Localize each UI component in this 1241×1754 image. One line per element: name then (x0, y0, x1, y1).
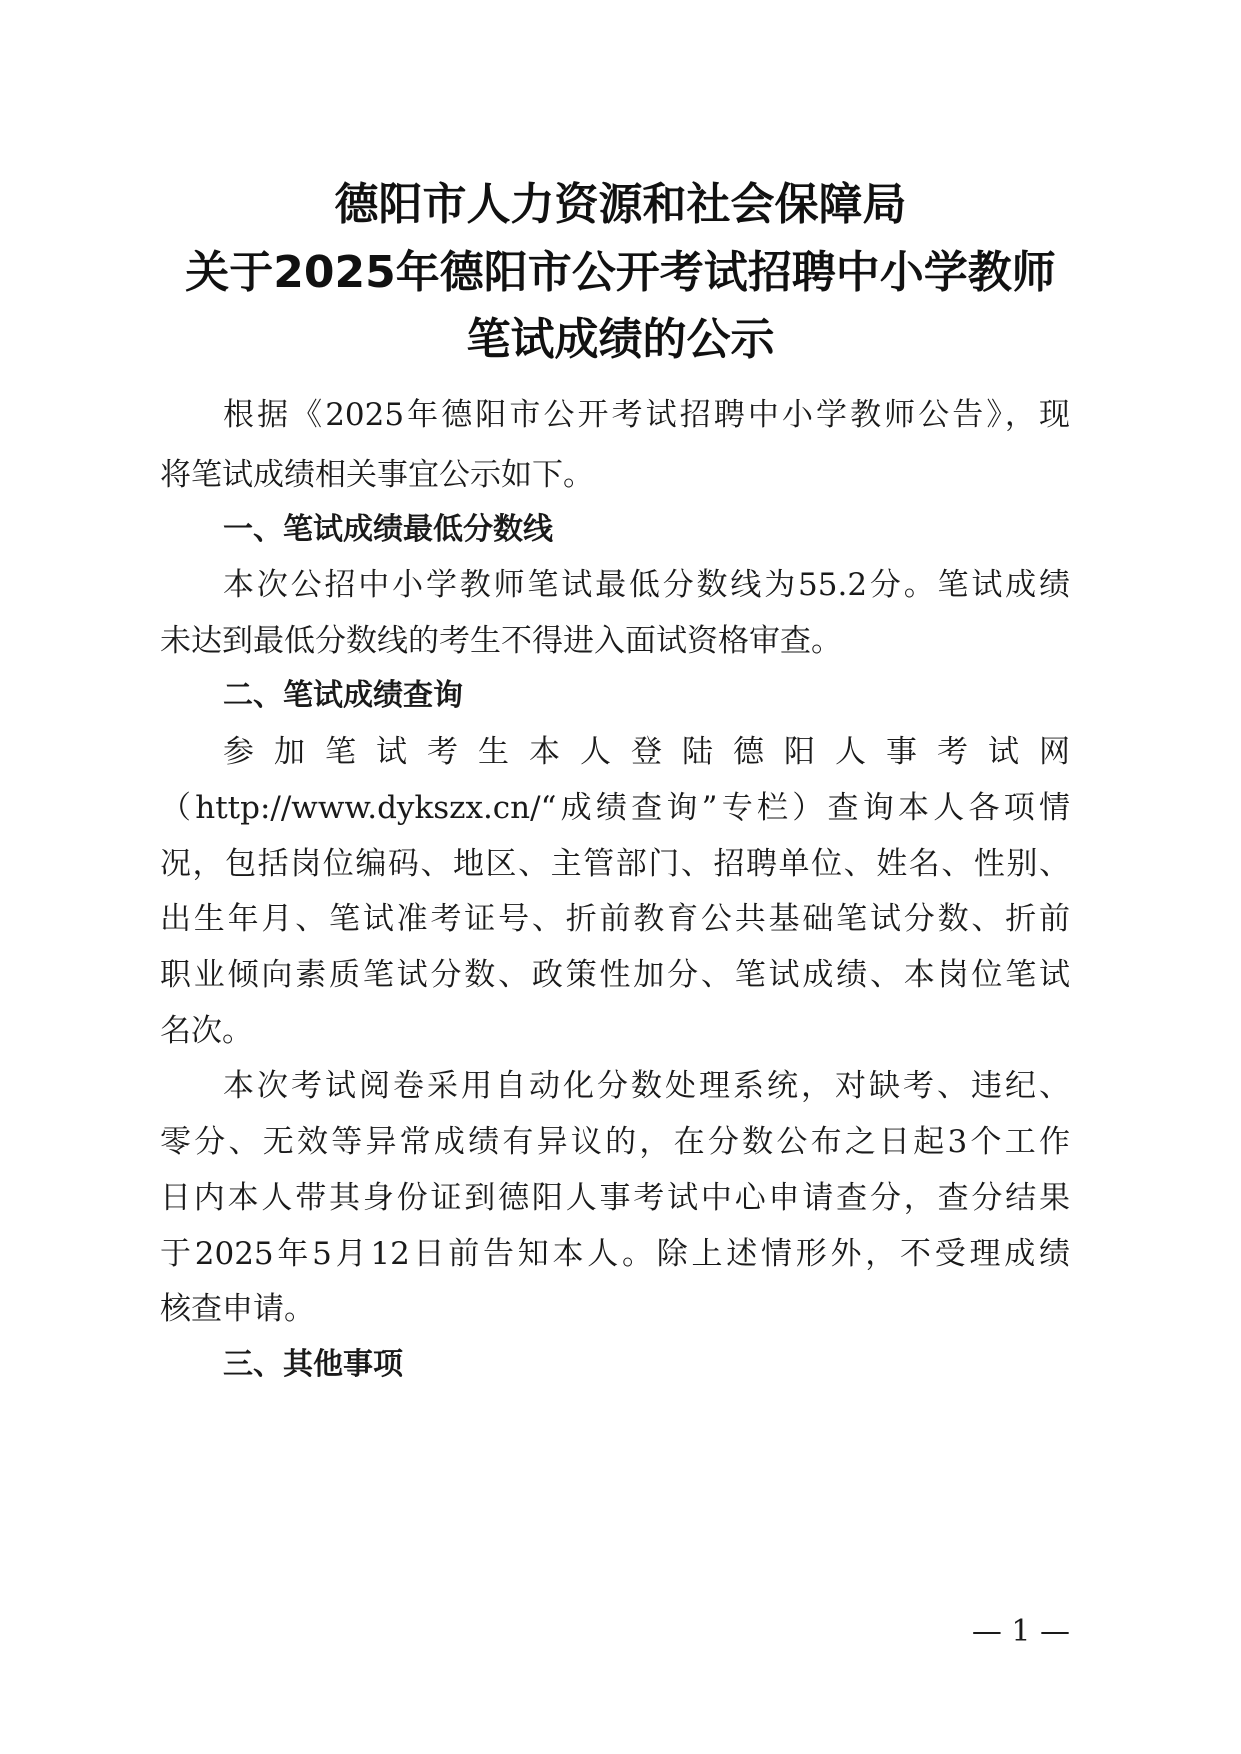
section-2-heading: 二、笔试成绩查询 (223, 678, 463, 713)
section-2-para-1-line-2: （http://www.dykszx.cn/“成绩查询”专栏）查询本人各项情 (160, 790, 1070, 826)
section-2-para-1-line-5: 职业倾向素质笔试分数、政策性加分、笔试成绩、本岗位笔试 (160, 957, 1070, 993)
section-2-para-1-line-6: 名次。 (160, 1013, 253, 1049)
section-3-heading: 三、其他事项 (223, 1347, 403, 1382)
section-2-para-2-line-4: 于2025年5月12日前告知本人。除上述情形外，不受理成绩 (160, 1236, 1070, 1272)
page-number: — 1 — (971, 1614, 1070, 1649)
section-2-para-2-line-1: 本次考试阅卷采用自动化分数处理系统，对缺考、违纪、 (223, 1068, 1070, 1104)
title-line-2: 关于2025年德阳市公开考试招聘中小学教师 (185, 247, 1056, 298)
section-1-heading: 一、笔试成绩最低分数线 (223, 512, 553, 547)
section-2-para-2-line-3: 日内本人带其身份证到德阳人事考试中心申请查分，查分结果 (160, 1180, 1070, 1216)
section-2-para-1-line-1: 参加笔试考生本人登陆德阳人事考试网 (223, 734, 1070, 770)
intro-line-2: 将笔试成绩相关事宜公示如下。 (160, 457, 594, 493)
section-2-para-2-line-2: 零分、无效等异常成绩有异议的，在分数公布之日起3个工作 (160, 1124, 1070, 1160)
title-line-3: 笔试成绩的公示 (466, 314, 775, 365)
title-line-1: 德阳市人力资源和社会保障局 (334, 179, 907, 230)
section-1-line-1: 本次公招中小学教师笔试最低分数线为55.2分。笔试成绩 (223, 567, 1070, 603)
intro-line-1: 根据《2025年德阳市公开考试招聘中小学教师公告》，现 (223, 397, 1070, 433)
section-2-para-1-line-4: 出生年月、笔试准考证号、折前教育公共基础笔试分数、折前 (160, 901, 1070, 937)
section-1-line-2: 未达到最低分数线的考生不得进入面试资格审查。 (160, 623, 842, 659)
section-2-para-2-line-5: 核查申请。 (160, 1291, 315, 1327)
section-2-para-1-line-3: 况，包括岗位编码、地区、主管部门、招聘单位、姓名、性别、 (160, 846, 1070, 882)
